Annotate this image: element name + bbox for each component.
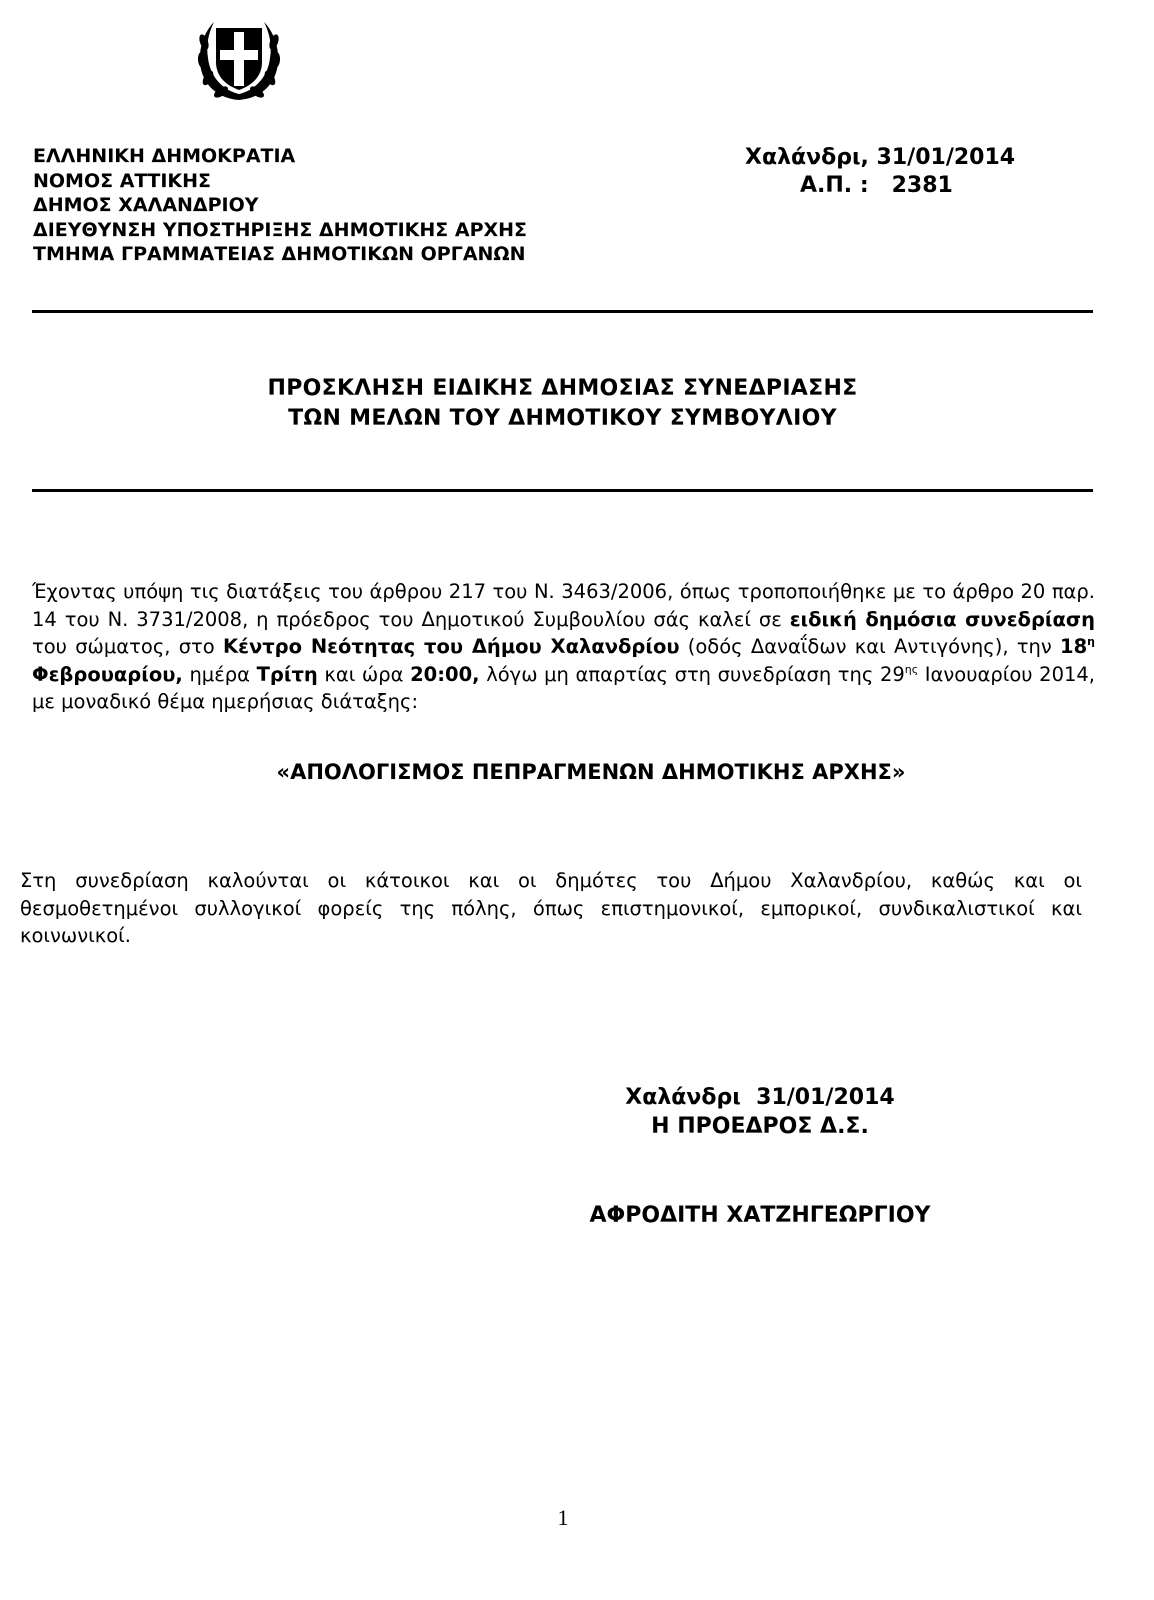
para-text: Ιανουαρίου 2014, με μοναδικό θέμα ημερήσιας διάταξης:	[32, 662, 1095, 713]
header-line-prefecture: ΝΟΜΟΣ ΑΤΤΙΚΗΣ	[33, 169, 212, 192]
header-line-directorate: ΔΙΕΥΘΥΝΣΗ ΥΠΟΣΤΗΡΙΞΗΣ ΔΗΜΟΤΙΚΗΣ ΑΡΧΗΣ	[33, 218, 528, 241]
para-text: και ώρα	[317, 662, 411, 686]
signature-date: Χαλάνδρι 31/01/2014	[625, 1085, 895, 1110]
divider-top	[32, 310, 1093, 313]
para-bold-session: ειδική δημόσια συνεδρίαση	[789, 607, 1095, 631]
signature-name: ΑΦΡΟΔΙΤΗ ΧΑΤΖΗΓΕΩΡΓΙΟΥ	[589, 1203, 931, 1228]
divider-bottom	[32, 489, 1093, 492]
issuer-header	[33, 144, 527, 267]
para-text: ημέρα	[182, 662, 257, 686]
para-sup-day: η	[1087, 635, 1095, 648]
invitation-paragraph	[32, 578, 1095, 716]
para-bold-month: Φεβρουαρίου,	[32, 662, 183, 686]
header-line-republic: ΕΛΛΗΝΙΚΗ ΔΗΜΟΚΡΑΤΙΑ	[33, 145, 296, 167]
agenda-subject: «ΑΠΟΛΟΓΙΣΜΟΣ ΠΕΠΡΑΓΜΕΝΩΝ ΔΗΜΟΤΙΚΗΣ ΑΡΧΗΣ»	[276, 760, 906, 784]
para-bold-weekday: Τρίτη	[256, 662, 318, 686]
place-date: Χαλάνδρι, 31/01/2014	[745, 145, 1016, 170]
title-line-2: ΤΩΝ ΜΕΛΩΝ ΤΟΥ ΔΗΜΟΤΙΚΟΥ ΣΥΜΒΟΥΛΙΟΥ	[288, 406, 837, 431]
para-text: του σώματος, στο	[32, 635, 223, 658]
place-date-block	[745, 144, 1045, 200]
signature-block	[560, 1083, 960, 1230]
para-sup-prev: ης	[904, 662, 919, 676]
para-text: Έχοντας υπόψη τις διατάξεις του άρθρου 217 του Ν. 3463/2006, όπως τροποποιήθηκε με το άρθρο 20 παρ. 14 του Ν. 3731/2008, η πρόεδρος του Δημοτικού Συμβουλίου σάς καλεί σε	[32, 580, 1095, 631]
signature-role: Η ΠΡΟΕΔΡΟΣ Δ.Σ.	[651, 1114, 869, 1139]
header-line-department: ΤΜΗΜΑ ΓΡΑΜΜΑΤΕΙΑΣ ΔΗΜΟΤΙΚΩΝ ΟΡΓΑΝΩΝ	[33, 243, 526, 265]
para-bold-time: 20:00,	[410, 662, 480, 686]
para-bold-day: 18	[1060, 635, 1088, 658]
header-line-municipality: ΔΗΜΟΣ ΧΑΛΑΝΔΡΙΟΥ	[33, 194, 259, 216]
para-bold-venue: Κέντρο Νεότητας του Δήμου Χαλανδρίου	[222, 635, 680, 658]
document-title	[32, 374, 1093, 434]
page-number: 1	[557, 1505, 569, 1530]
attendees-paragraph: Στη συνεδρίαση καλούνται οι κάτοικοι και οι δημότες του Δήμου Χαλανδρίου, καθώς και οι θεσμοθετημένοι συλλογικοί φορείς της πόλης, όπως επιστημονικοί, εμπορικοί, συνδικαλιστικοί και κοινωνικοί.	[20, 869, 1082, 947]
protocol-number: Α.Π. : 2381	[800, 173, 953, 198]
greek-coat-of-arms-icon	[194, 14, 284, 104]
title-line-1: ΠΡΟΣΚΛΗΣΗ ΕΙΔΙΚΗΣ ΔΗΜΟΣΙΑΣ ΣΥΝΕΔΡΙΑΣΗΣ	[267, 376, 858, 401]
para-text: λόγω μη απαρτίας στη συνεδρίαση της 29	[479, 662, 905, 686]
para-text: (οδός Δαναΐδων και Αντιγόνης), την	[679, 635, 1061, 658]
